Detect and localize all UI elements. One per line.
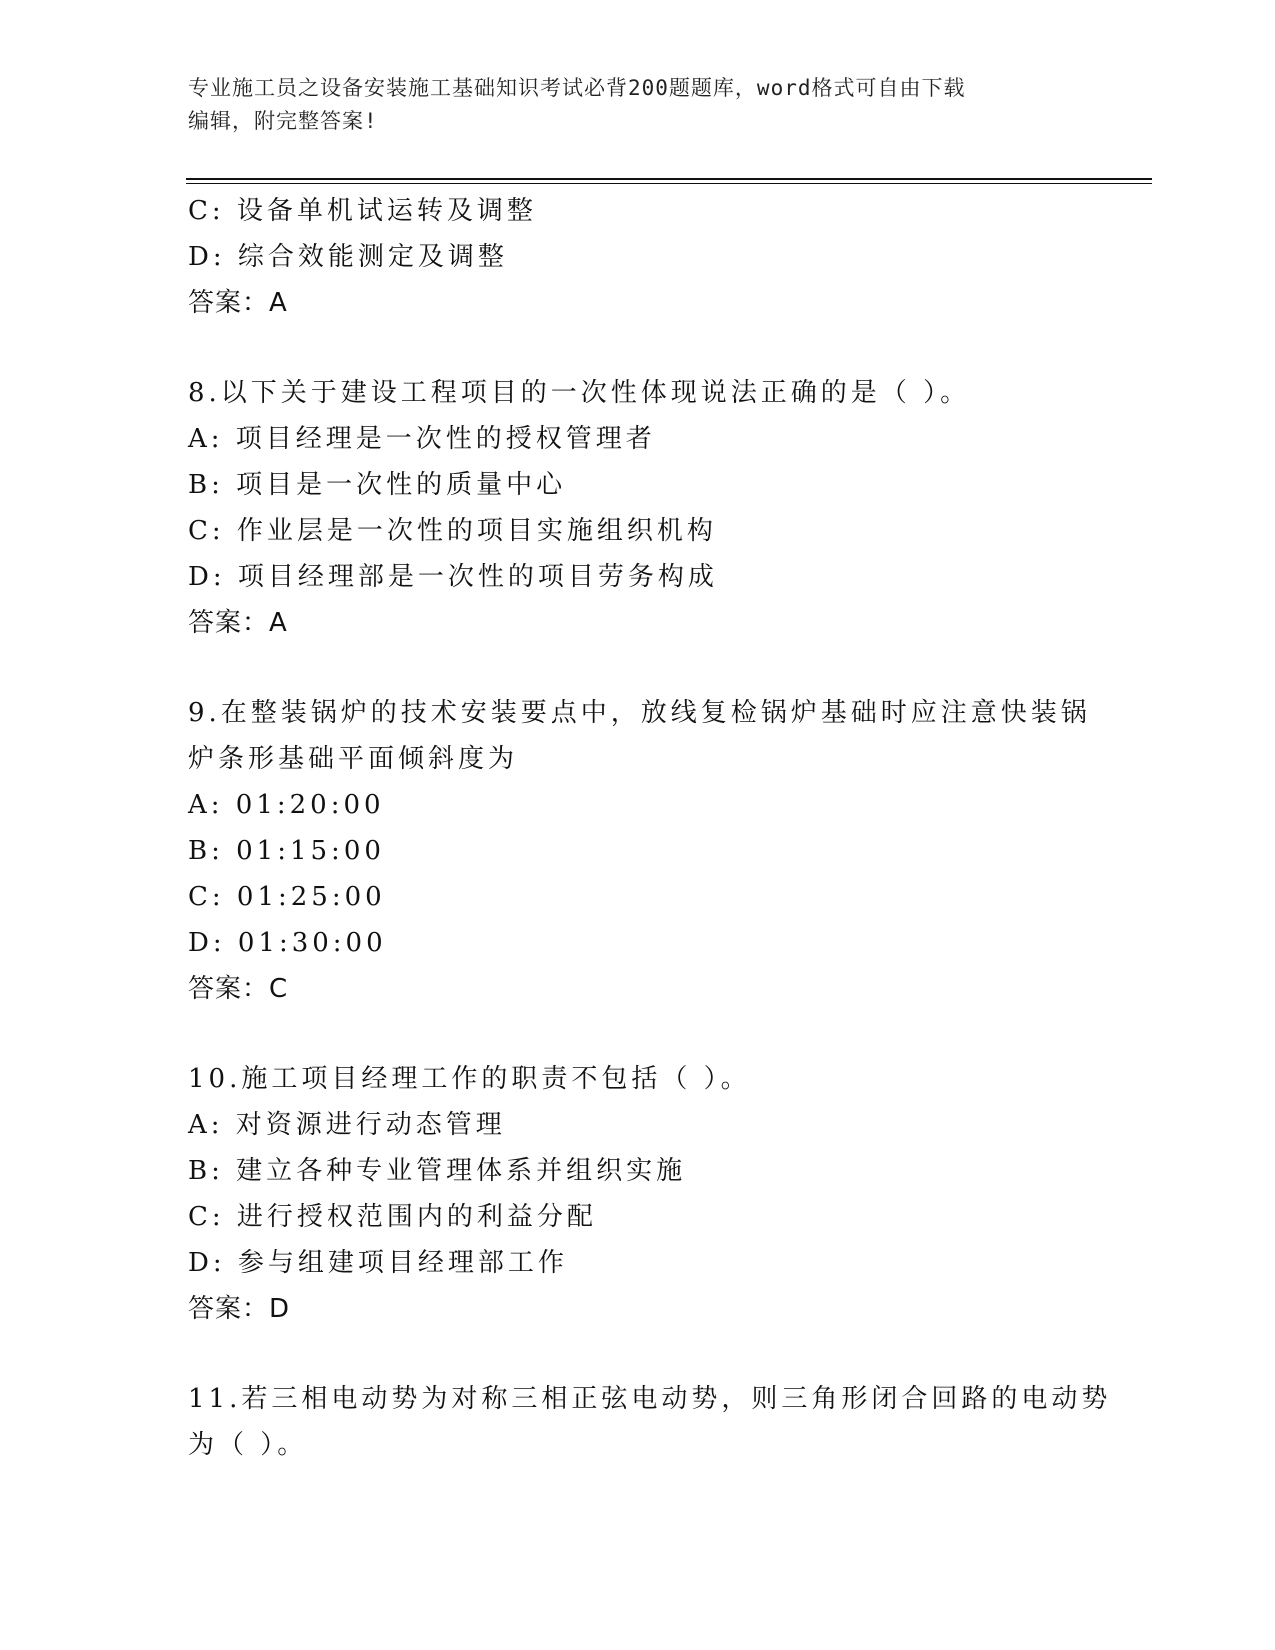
header-line-1: 专业施工员之设备安装施工基础知识考试必背200题题库，word格式可自由下载 bbox=[188, 76, 966, 100]
option-a: A: 项目经理是一次性的授权管理者 bbox=[188, 424, 656, 454]
option-c: C: 作业层是一次性的项目实施组织机构 bbox=[188, 516, 717, 546]
option-d: D: 参与组建项目经理部工作 bbox=[188, 1248, 568, 1278]
option-d: D: 01:30:00 bbox=[188, 928, 387, 958]
option-c: C: 进行授权范围内的利益分配 bbox=[188, 1202, 597, 1232]
option-c: C: 01:25:00 bbox=[188, 882, 386, 912]
document-header bbox=[188, 72, 1068, 138]
question-list bbox=[188, 188, 1112, 1468]
header-divider-thick bbox=[186, 178, 1152, 180]
question-gap bbox=[188, 1012, 1088, 1056]
option-c: C: 设备单机试运转及调整 bbox=[188, 196, 537, 226]
answer: 答案：C bbox=[188, 974, 289, 1004]
question-10 bbox=[188, 1056, 1088, 1332]
answer: 答案：A bbox=[188, 608, 288, 638]
question-9 bbox=[188, 690, 1091, 1012]
question-7 bbox=[188, 188, 1088, 326]
question-stem: 11.若三相电动势为对称三相正弦电动势，则三角形闭合回路的电动势 bbox=[188, 1384, 1112, 1414]
option-b: B: 项目是一次性的质量中心 bbox=[188, 470, 567, 500]
answer: 答案：A bbox=[188, 288, 288, 318]
question-stem: 8.以下关于建设工程项目的一次性体现说法正确的是（ ）。 bbox=[188, 378, 971, 408]
question-gap bbox=[188, 326, 1088, 370]
option-d: D: 项目经理部是一次性的项目劳务构成 bbox=[188, 562, 718, 592]
question-11 bbox=[188, 1376, 1112, 1468]
question-stem-cont: 炉条形基础平面倾斜度为 bbox=[188, 744, 519, 774]
option-a: A: 对资源进行动态管理 bbox=[188, 1110, 506, 1140]
option-d: D: 综合效能测定及调整 bbox=[188, 242, 508, 272]
question-stem: 9.在整装锅炉的技术安装要点中，放线复检锅炉基础时应注意快装锅 bbox=[188, 698, 1091, 728]
question-stem: 10.施工项目经理工作的职责不包括（ ）。 bbox=[188, 1064, 751, 1094]
header-line-2: 编辑，附完整答案! bbox=[188, 109, 378, 133]
question-gap bbox=[188, 646, 1088, 690]
option-b: B: 01:15:00 bbox=[188, 836, 385, 866]
option-a: A: 01:20:00 bbox=[188, 790, 385, 820]
answer: 答案：D bbox=[188, 1294, 291, 1324]
option-b: B: 建立各种专业管理体系并组织实施 bbox=[188, 1156, 687, 1186]
header-divider-thin bbox=[186, 183, 1152, 184]
question-gap bbox=[188, 1332, 1088, 1376]
question-8 bbox=[188, 370, 1088, 646]
question-stem-cont: 为（ ）。 bbox=[188, 1430, 308, 1460]
